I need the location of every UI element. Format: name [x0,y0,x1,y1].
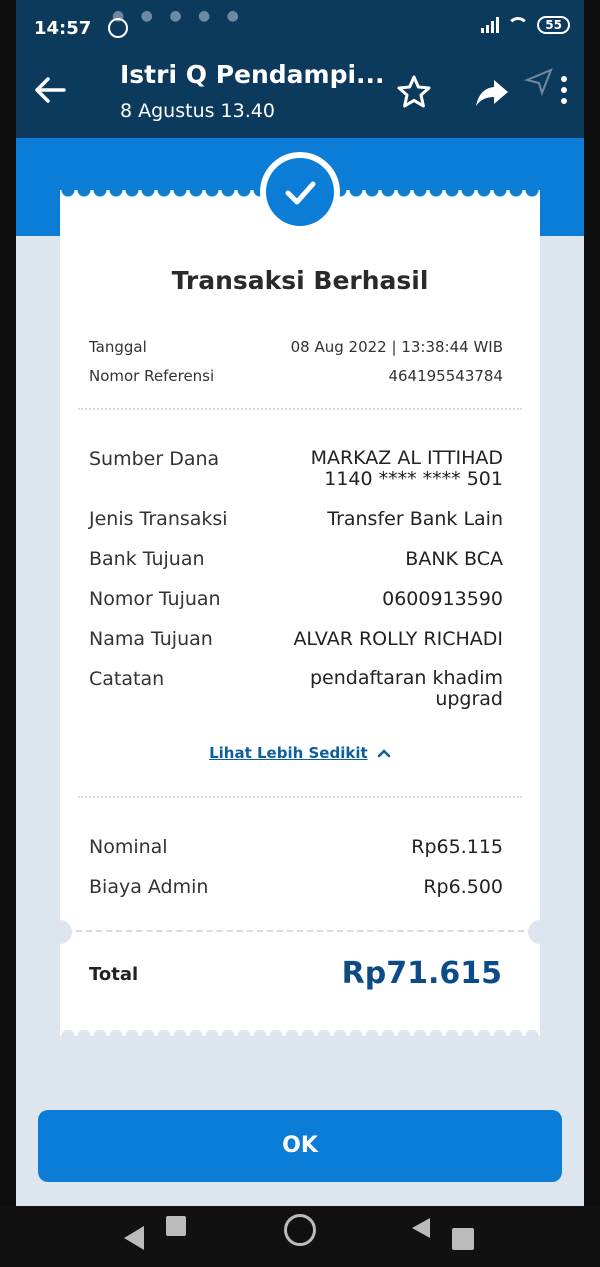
detail-label: Nama Tujuan [89,628,213,650]
detail-value [311,448,503,490]
detail-row-note [89,668,503,710]
detail-value-line2: upgrad [435,688,503,710]
home-nav-button[interactable] [284,1214,316,1246]
alarm-icon [108,18,128,38]
amount-row-nominal [89,836,503,858]
back-button[interactable] [30,70,70,110]
content-area [16,138,584,1206]
amount-value: Rp65.115 [411,836,503,858]
total-label: Total [89,964,139,985]
send-icon [524,66,554,96]
detail-label: Nomor Tujuan [89,588,221,610]
arrow-left-icon [30,70,70,110]
checkmark-icon [280,172,320,212]
status-indicators [481,16,570,34]
meta-value: 464195543784 [388,367,503,385]
receipt-edge-bottom [60,1024,540,1036]
detail-label: Catatan [89,668,165,690]
detail-row-bank [89,548,503,570]
detail-label: Jenis Transaksi [89,508,228,530]
battery-indicator: 55 [537,16,570,34]
detail-value: BANK BCA [405,548,503,570]
detail-value: 0600913590 [382,588,503,610]
detail-value: ALVAR ROLLY RICHADI [293,628,503,650]
app-bar [16,48,584,138]
detail-row-account [89,588,503,610]
total-value: Rp71.615 [341,956,502,991]
divider [78,408,522,410]
success-badge [260,152,340,232]
show-less-label: Lihat Lebih Sedikit [209,744,368,762]
detail-row-recipient [89,628,503,650]
page-title: Istri Q Pendampi... [120,60,385,89]
show-less-link[interactable] [60,744,540,762]
detail-value-line2: 1140 **** **** 501 [324,468,503,490]
transaction-status-heading: Transaksi Berhasil [171,266,429,295]
detail-value [310,668,503,710]
detail-label: Sumber Dana [89,448,220,470]
receipt-card [60,198,540,1030]
ok-button[interactable]: OK [38,1110,562,1182]
detail-row-type [89,508,503,530]
detail-value-line1: pendaftaran khadim [309,667,503,689]
meta-row-reference [89,367,503,385]
receipt-notch-right [528,920,552,944]
detail-label: Bank Tujuan [89,548,205,570]
notification-icons: ● ● ● ● ● [112,8,245,24]
page-subtitle: 8 Agustus 13.40 [120,100,275,122]
recents-nav-button-secondary[interactable] [452,1228,474,1250]
meta-value: 08 Aug 2022 | 13:38:44 WIB [290,338,503,356]
divider [76,930,524,932]
detail-row-source [89,448,503,490]
detail-value: Transfer Bank Lain [327,508,503,530]
amount-value: Rp6.500 [423,876,503,898]
amount-row-admin-fee [89,876,503,898]
wifi-icon [507,17,529,33]
more-options-button[interactable] [552,76,576,108]
amount-label: Nominal [89,836,168,858]
meta-label: Tanggal [89,338,147,356]
forward-icon [472,72,512,112]
amount-label: Biaya Admin [89,876,209,898]
forward-button[interactable] [472,72,512,112]
signal-icon [481,17,499,33]
system-nav-bar [0,1206,600,1267]
detail-value-line1: MARKAZ AL ITTIHAD [310,447,503,469]
divider [78,796,522,798]
receipt-notch-left [48,920,72,944]
meta-label: Nomor Referensi [89,367,215,385]
chevron-up-icon [377,748,391,758]
back-nav-button[interactable] [122,1224,146,1252]
status-time: 14:57 [34,18,92,39]
star-icon [394,72,434,112]
back-nav-button-secondary[interactable] [410,1216,432,1240]
star-button[interactable] [394,72,434,112]
recents-nav-button[interactable] [166,1216,186,1236]
status-bar [16,0,584,48]
meta-row-date [89,338,503,356]
